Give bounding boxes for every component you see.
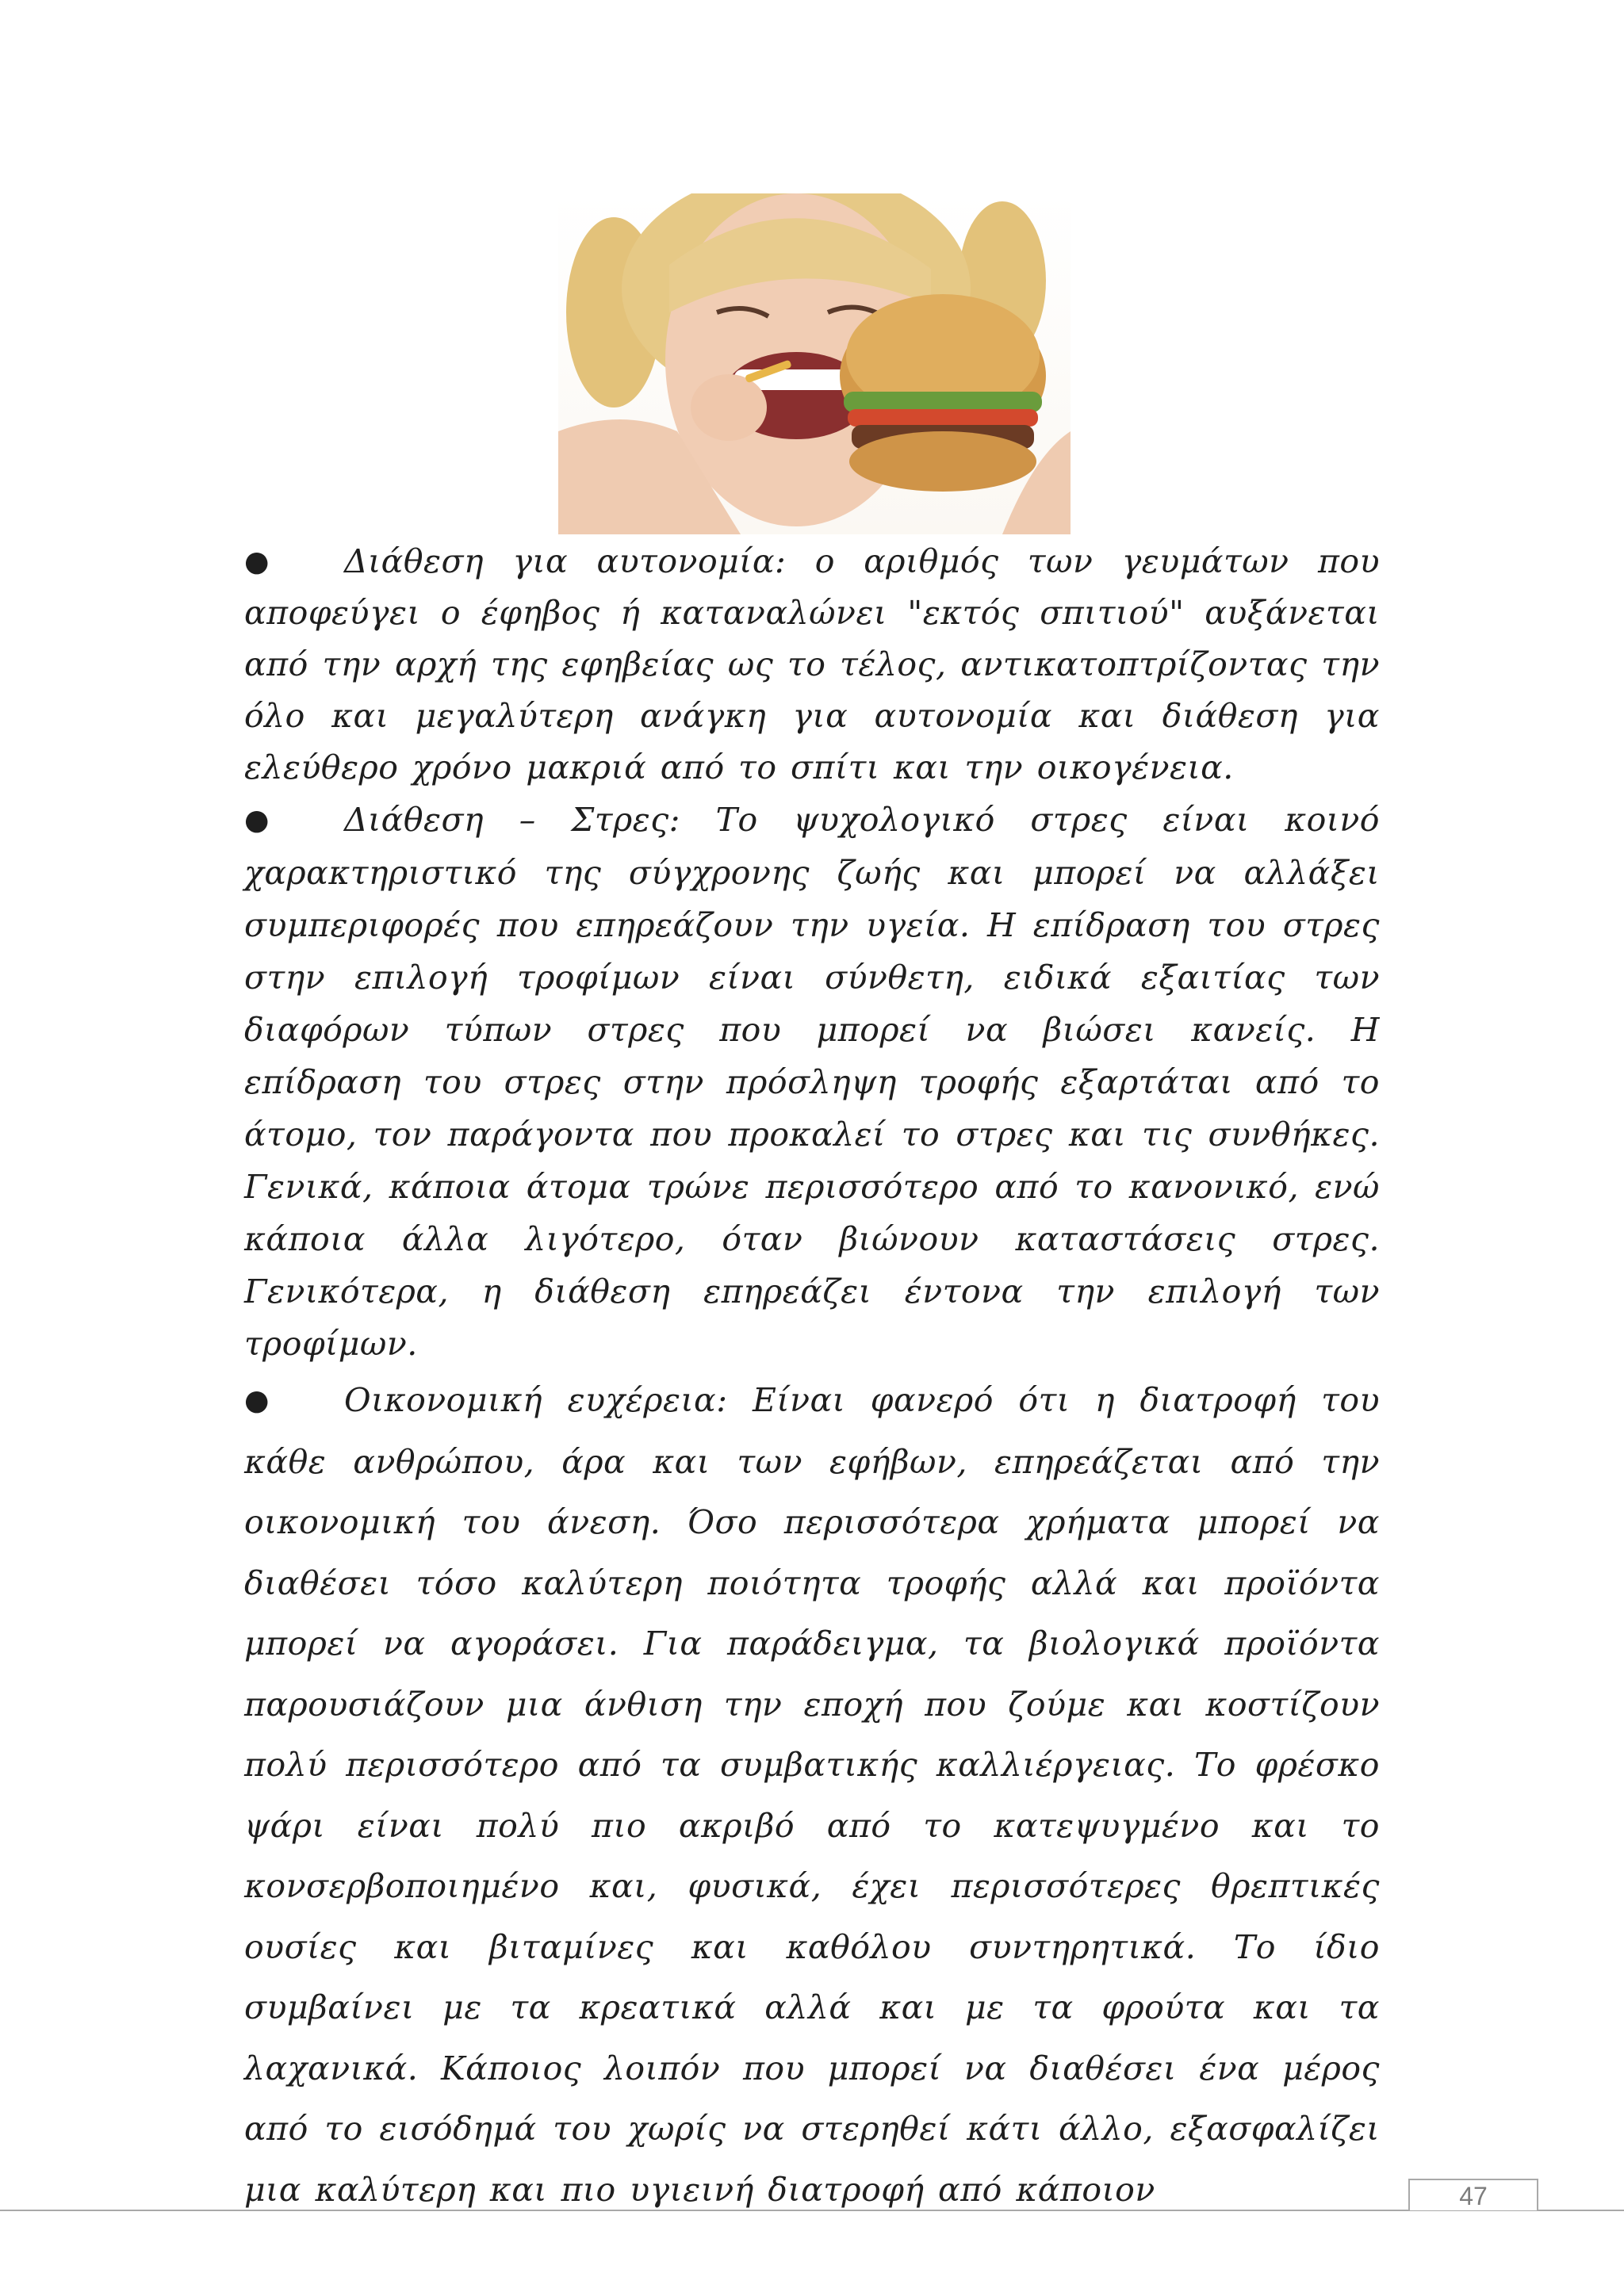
bullet-icon: ● xyxy=(244,545,270,578)
bullet-text: Το ψυχολογικό στρες είναι κοινό χαρακτηριστικό της σύγχρονης ζωής και μπορεί να αλλάξει συμπεριφορές που επηρεάζουν την υγεία. Η επίδραση του στρες στην επιλογή τροφίμων είναι σύνθετη, ειδικά εξαιτίας των διαφόρων τύπων στρες που μπορεί να βιώσει κανείς. Η επίδραση του στρες στην πρόσληψη τροφής εξαρτάται από το άτομο, τον παράγοντα που προκαλεί το στρες και τις συνθήκες. Γενικά, κάποια άτομα τρώνε περισσότερο από το κανονικό, ενώ κάποια άλλα λιγότερο, όταν βιώνουν καταστάσεις στρες. Γενικότερα, η διάθεση επηρεάζει έντονα την επιλογή των τροφίμων. xyxy=(244,801,1380,1363)
bullet-text: Είναι φανερό ότι η διατροφή του κάθε ανθρώπου, άρα και των εφήβων, επηρεάζεται από την οικονομική του άνεση. Όσο περισσότερα χρήματα μπορεί να διαθέσει τόσο καλύτερη ποιότητα τροφής αλλά και προϊόντα μπορεί να αγοράσει. Για παράδειγμα, τα βιολογικά προϊόντα παρουσιάζουν μια άνθιση την εποχή που ζούμε και κοστίζουν πολύ περισσότερο από τα συμβατικής καλλιέργειας. Το φρέσκο ψάρι είναι πολύ πιο ακριβό από το κατεψυγμένο και το κονσερβοποιημένο και, φυσικά, έχει περισσότερες θρεπτικές ουσίες και βιταμίνες και καθόλου συντηρητικά. Το ίδιο συμβαίνει με τα κρεατικά αλλά και με τα φρούτα και τα λαχανικά. Κάποιος λοιπόν που μπορεί να διαθέσει ένα μέρος από το εισόδημά του χωρίς να στερηθεί κάτι άλλο, εξασφαλίζει μια καλύτερη και πιο υγιεινή διατροφή από κάποιον xyxy=(244,1381,1380,2209)
footer-rule xyxy=(0,2210,1624,2211)
bullet-autonomy xyxy=(244,536,1380,794)
bullet-lead: Οικονομική ευχέρεια: xyxy=(344,1381,728,1419)
page-number: 47 xyxy=(1459,2182,1488,2210)
bullet-lead: Διάθεση για αυτονομία: xyxy=(344,542,787,580)
bullet-text: ο αριθμός των γευμάτων που αποφεύγει ο έφηβος ή καταναλώνει "εκτός σπιτιού" αυξάνεται από την αρχή της εφηβείας ως το τέλος, αντικατοπτρίζοντας την όλο και μεγαλύτερη ανάγκη για αυτονομία και διάθεση για ελεύθερο χρόνο μακριά από το σπίτι και την οικογένεια. xyxy=(244,542,1381,786)
bullet-icon: ● xyxy=(244,804,270,836)
bullet-stress xyxy=(244,794,1380,1370)
body-text xyxy=(244,536,1380,2220)
hamburger-photo xyxy=(558,193,1071,534)
bullet-lead: Διάθεση – Στρες: xyxy=(344,801,680,839)
bullet-economic xyxy=(244,1370,1380,2220)
bullet-icon: ● xyxy=(244,1384,270,1417)
